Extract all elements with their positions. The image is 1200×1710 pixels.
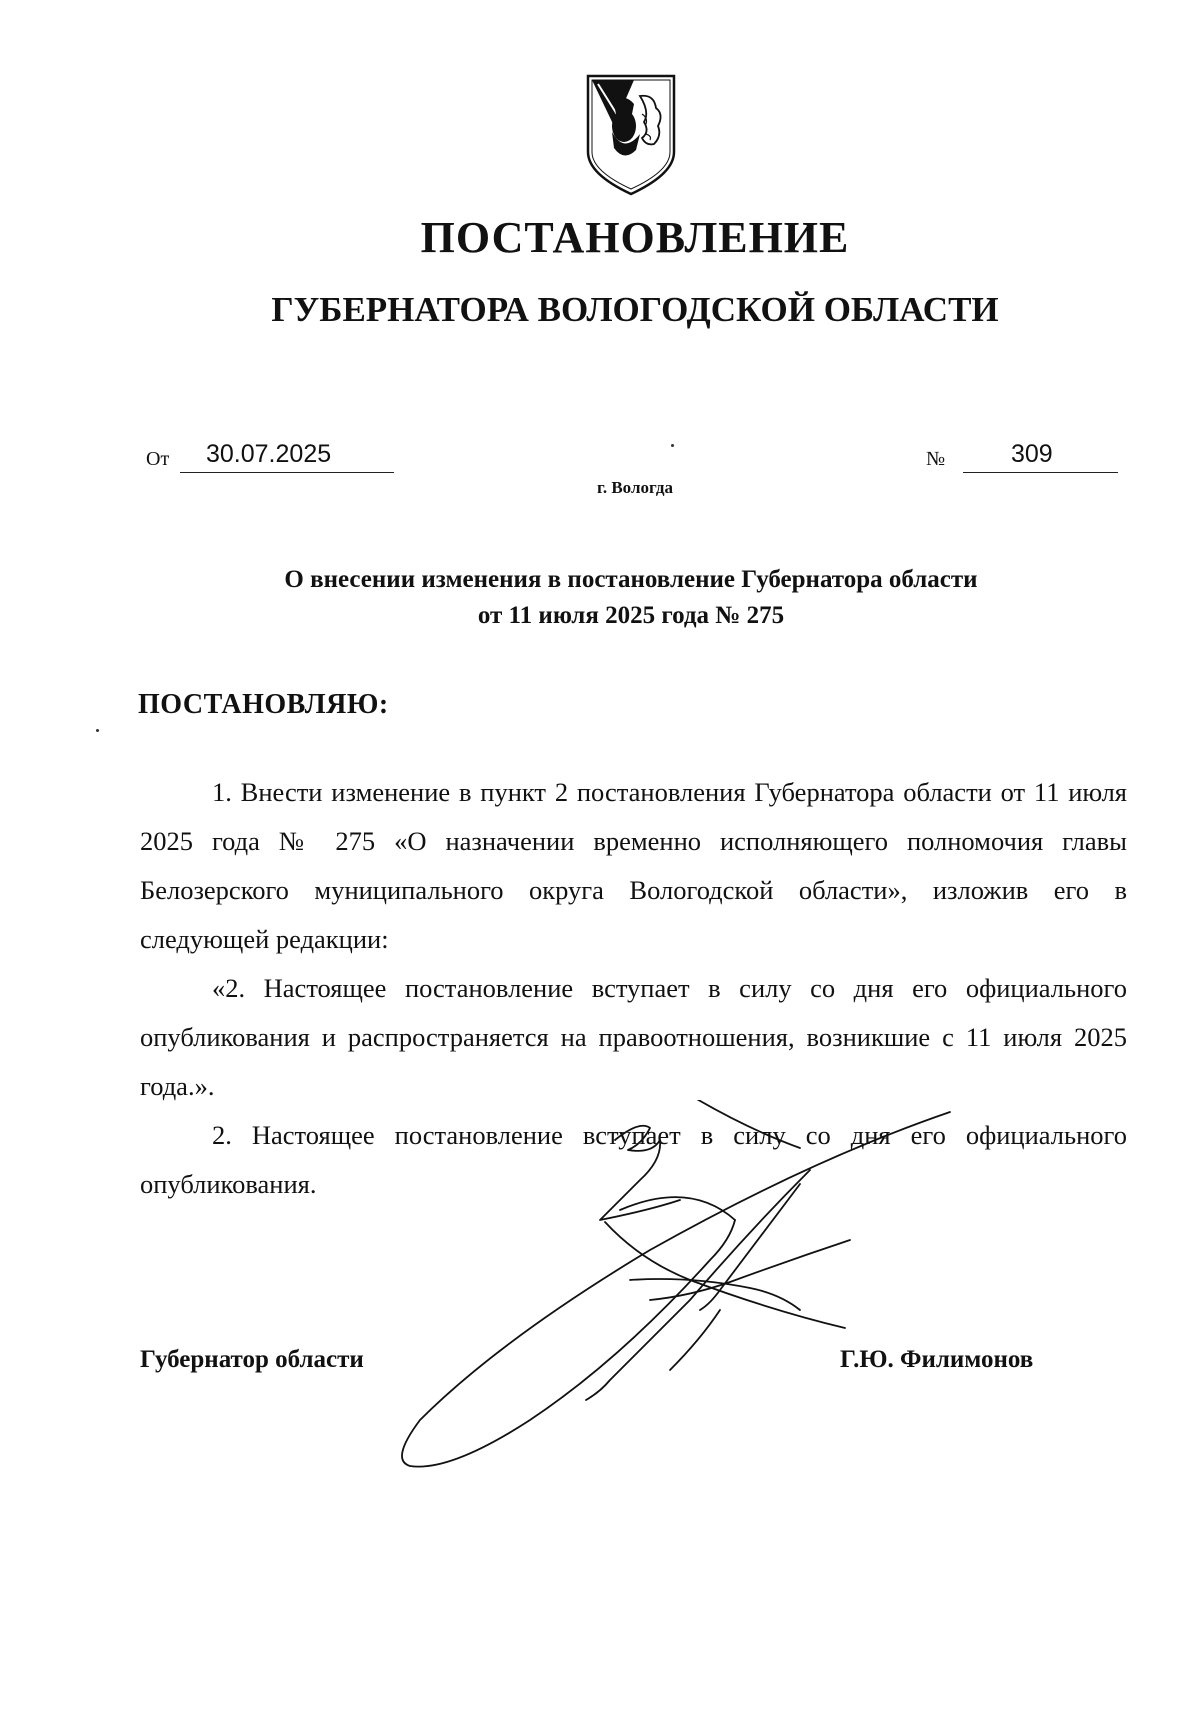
number-prefix: № bbox=[926, 448, 946, 470]
decree-heading: ПОСТАНОВЛЯЮ: bbox=[138, 689, 389, 720]
date-prefix: От bbox=[146, 448, 170, 470]
signatory-name: Г.Ю. Филимонов bbox=[840, 1346, 1034, 1373]
scan-speck bbox=[671, 444, 674, 447]
document-date: 30.07.2025 bbox=[180, 442, 394, 473]
issuing-authority: ГУБЕРНАТОРА ВОЛОГОДСКОЙ ОБЛАСТИ bbox=[271, 290, 999, 329]
paragraph-1: 1. Внести изменение в пункт 2 постановления Губернатора области от 11 июля 2025 года № 275 «О назначении временно исполняющего полномочия главы Белозерского муниципального округа Вологодской области», изложив его в следующей редакции: bbox=[140, 777, 1127, 954]
paragraph-2: 2. Настоящее постановление вступает в силу со дня его официального опубликования. bbox=[140, 1120, 1127, 1199]
city: г. Вологда bbox=[597, 478, 673, 497]
subject-line-2: от 11 июля 2025 года № 275 bbox=[477, 602, 785, 629]
scan-speck bbox=[96, 729, 99, 732]
document-type-title: ПОСТАНОВЛЕНИЕ bbox=[420, 213, 850, 262]
document-subject bbox=[0, 562, 1200, 634]
document-number: 309 bbox=[963, 442, 1118, 473]
coat-of-arms-emblem bbox=[584, 74, 678, 196]
paragraph-quoted: «2. Настоящее постановление вступает в силу со дня его официального опубликования и распространяется на правоотношения, возникшие с 11 июля 2025 года.». bbox=[140, 973, 1127, 1101]
subject-line-1: О внесении изменения в постановление Губернатора области bbox=[284, 566, 978, 593]
signatory-position: Губернатор области bbox=[140, 1346, 364, 1373]
handwritten-signature bbox=[390, 1100, 970, 1480]
